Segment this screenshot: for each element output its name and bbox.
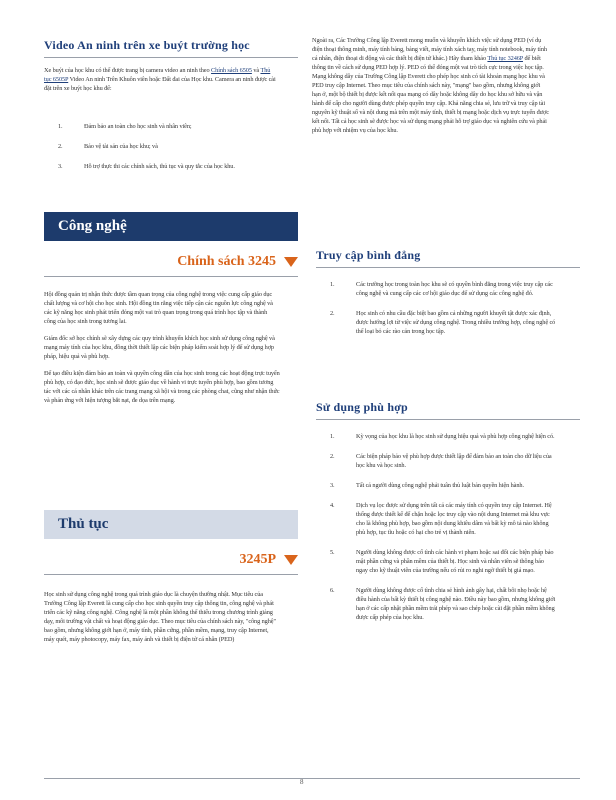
list-item: 1. Các trường học trong toàn học khu sẽ có quyền bình đẳng trong việc truy cập các công nghệ và cung cấp các cơ hội giáo dục để sử dụng các công nghệ đó. <box>330 281 553 297</box>
procedure-heading: Thủ tục <box>58 516 109 532</box>
paragraph: Để tạo điều kiện đảm bảo an toàn và quyền công dân của học sinh trong các hoạt động trực tuyến phù hợp, có đạo đức, học sinh sẽ được giáo dục về hành vi trực tuyến phù hợp, bao gồm tương tác với các cá nhân khác trên các trang mạng xã hội và trong các phòng chat, cũng như nhận thức và phản ứng với hiện tượng bắt nạt, đe dọa trên mạng. <box>44 370 280 404</box>
divider <box>44 574 298 575</box>
list-item: 2. Các biện pháp bảo vệ phù hợp được thiết lập để đảm bảo an toàn cho dữ liệu của học khu và học sinh. <box>330 453 552 469</box>
divider <box>44 276 298 277</box>
triangle-marker-icon <box>284 257 298 267</box>
equal-access-list <box>326 280 556 347</box>
list-item: 1. Đảm bảo an toàn cho học sinh và nhân viên; <box>58 123 192 130</box>
equal-access-title: Truy cập bình đẳng <box>316 248 580 268</box>
video-purpose-list <box>54 122 264 182</box>
appropriate-use-title: Sử dụng phù hợp <box>316 400 580 420</box>
technology-body <box>44 290 280 413</box>
procedure-band <box>44 510 298 539</box>
list-item: 1. Kỳ vọng của học khu là học sinh sử dụng hiệu quả và phù hợp công nghệ hiện có. <box>330 433 555 440</box>
policy-6505-link[interactable]: Chính sách 6505 <box>211 67 252 74</box>
procedure-body: Học sinh sử dụng công nghệ trong quá trình giáo dục là chuyện thường nhật. Mục tiêu của Trường Công lập Everett là cung cấp cho học sinh quyền truy cập thông tin, công nghệ và phát triển các kỹ năng công nghệ. Công nghệ là một phần không thể thiếu trong chương trình giảng dạy, môi trường vật chất và hoạt động giáo dục. Theo mục tiêu của chính sách này, "công nghệ" bao gồm, nhưng không giới hạn ở, máy tính, phần cứng, phần mềm, mạng, truy cập Internet, máy quét, máy photocopy, máy fax, máy ảnh và thiết bị điện tử cá nhân (PED) <box>44 591 276 643</box>
footer-divider <box>44 778 580 779</box>
procedure-3245p-heading: 3245P <box>44 552 298 568</box>
video-intro: Xe buýt của học khu có thể được trang bị camera video an ninh theo Chính sách 6505 và Thủ tục 6505P Video An ninh Trên Khuôn viên hoặc Đất đai của Học khu. Camera an ninh được cài đặt trên xe buýt học khu để: <box>44 67 276 92</box>
procedure-3246p-link[interactable]: Thủ tục 3246P <box>487 55 523 62</box>
policy-3245-heading: Chính sách 3245 <box>44 254 298 270</box>
page-number: 8 <box>300 778 304 786</box>
triangle-marker-icon <box>284 555 298 565</box>
list-item: 2. Học sinh có nhu cầu đặc biệt bao gồm cả những người khuyết tật được xác định, được hướng lợi từ việc sử dụng công nghệ. Trong nhiều trường hợp, công nghệ có thể loại bỏ các rào cản trong học tập. <box>330 310 556 335</box>
list-item: 5. Người dùng không được cố tình các hành vi phạm hoặc sai đối các biện pháp bảo mật phần cứng và phần mềm của thiết bị. Học sinh và nhân viên sẽ thông báo ngay cho kỹ thuật viên của trường nếu có rủi ro nghi ngờ thiết bị giả mạo. <box>330 549 554 574</box>
list-item: 6. Người dùng không được cố tình chia sẻ hình ảnh gây hại, chất bôi nhọ hoặc hệ điều hành của bất kỳ thiết bị công nghệ nào. Điều này bao gồm, nhưng không giới hạn ở các cấp nhật phần mềm trái phép và sao chép hoặc cài đặt phần mềm không được cấp phép của học khu. <box>330 587 556 621</box>
list-item: 4. Dịch vụ lọc được sử dụng trên tất cả các máy tính có quyền truy cập Internet. Hệ thống được thiết kế để chặn hoặc lọc truy cập vào nội dung Internet mà khu vực cho là không phù hợp, bao gồm nội dung khiêu dâm và bất kỳ mô tả nào không phù hợp, tục tĩu hoặc có hại cho trẻ vị thành niên. <box>330 502 552 536</box>
appropriate-use-list <box>326 432 556 633</box>
network-intro: Ngoài ra, Các Trường Công lập Everett mong muốn và khuyến khích việc sử dụng PED (ví dụ điện thoại thông minh, máy tính bảng, bảng viết, máy tính xách tay, máy tính notebook, máy tính cá nhân, điện thoại di động và các thiết bị điện tử khác.) Hãy tham khảo Thủ tục 3246P để biết thông tin về cách sử dụng PED hợp lý. PED có thể đóng một vai trò tích cực trong việc học tập. Mạng không dây của Trường Công lập Everett cho phép học sinh có tài khoản mạng học khu và PED truy cập Internet. Theo mục tiêu của chính sách này, "mạng" bao gồm, nhưng không giới hạn ở, một bộ thiết bị được kết nối qua mạng có dây hoặc không dây do học khu sở hữu và vận hành để cấp cho người dùng được phép quyền truy cập. Khả năng chia sẻ, lưu trữ và truy cập tài nguyên kỹ thuật số và nội dung mà trên một máy tính, thiết bị mạng hoặc dịch vụ trực tuyến được kết nối. Tất cả học sinh sẽ được học và sử dụng mạng phải hỗ trợ giáo dục và nghiên cứu và phải phù hợp với nhiệm vụ của học khu. <box>312 37 549 134</box>
video-section-title: Video An ninh trên xe buýt trường học <box>44 38 298 58</box>
paragraph: Giám đốc sở học chính sẽ xây dựng các quy trình khuyến khích học sinh sử dụng công nghệ và mạng máy tính của học khu, đồng thời thiết lập các biện pháp kiểm soát hợp lý để sử dụng hợp pháp, hiệu quả và phù hợp. <box>44 335 275 360</box>
list-item: 3. Hỗ trợ thực thi các chính sách, thủ tục và quy tắc của học khu. <box>58 163 235 170</box>
list-item: 2. Bảo vệ tài sản của học khu; và <box>58 143 158 150</box>
technology-band <box>44 212 298 241</box>
procedure-6505p-link[interactable]: Thủ tục 6505P <box>44 67 271 83</box>
technology-heading: Công nghệ <box>58 218 127 234</box>
paragraph: Hội đồng quản trị nhận thức được tầm quan trọng của công nghệ trong việc cung cấp giáo dục chất lượng và cơ hội cho học sinh. Hội đồng tin rằng việc tiếp cận các nguồn lực công nghệ và các kỹ năng học sinh phát triển đóng một vai trò quan trọng trong quá trình học tập và thành công của học sinh trong tương lai. <box>44 291 273 325</box>
list-item: 3. Tất cả người dùng công nghệ phải tuân thủ luật bản quyền hiện hành. <box>330 482 524 489</box>
